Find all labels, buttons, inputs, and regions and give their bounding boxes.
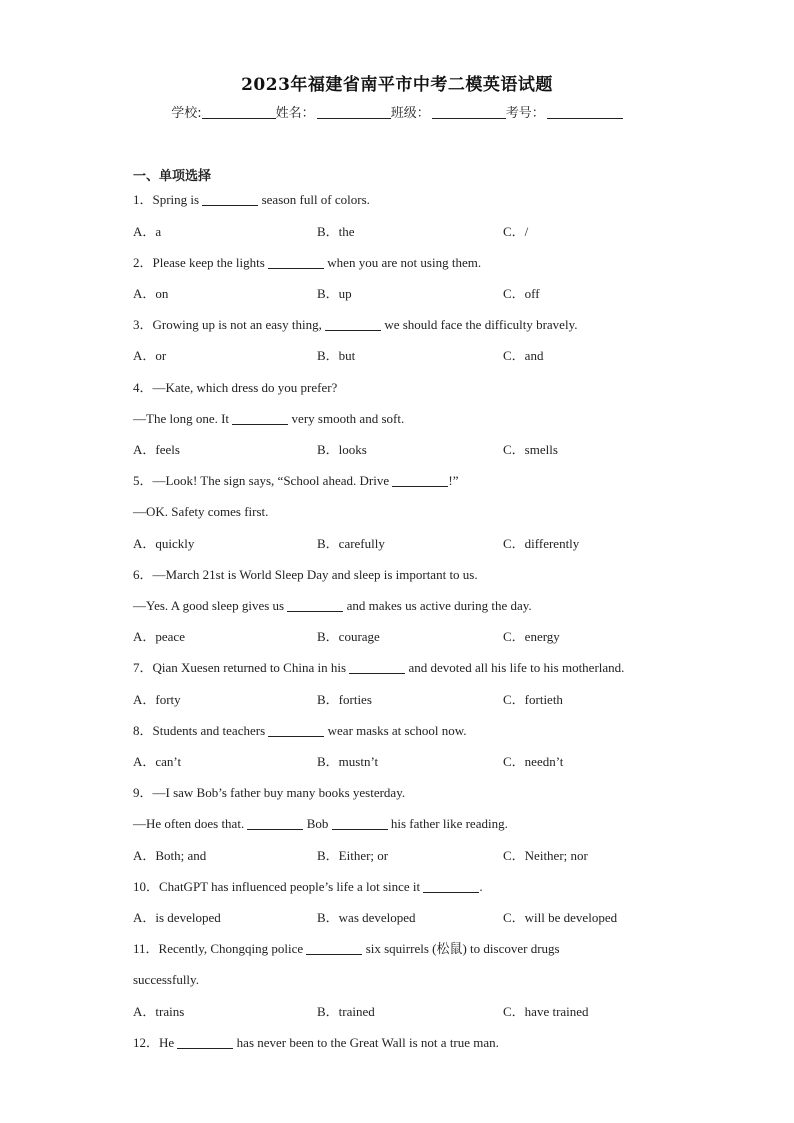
options-2 — [133, 286, 733, 302]
option-a[interactable]: A．a — [133, 224, 162, 239]
question-7 — [133, 660, 624, 676]
question-12 — [133, 1035, 499, 1051]
answer-blank — [247, 817, 303, 830]
answer-blank — [423, 880, 479, 893]
question-text: —The long one. It — [133, 411, 230, 426]
question-text: very smooth and soft. — [291, 411, 405, 426]
question-text: and devoted all his life to his motherland. — [408, 660, 625, 675]
question-text: 2．Please keep the lights — [133, 255, 265, 270]
question-text: . — [479, 879, 483, 894]
option-c[interactable]: C．off — [503, 286, 540, 301]
school-blank[interactable] — [202, 105, 276, 119]
question-text: wear masks at school now. — [327, 723, 467, 738]
question-3 — [133, 317, 577, 333]
question-text: 7．Qian Xuesen returned to China in his — [133, 660, 347, 675]
option-c[interactable]: C．Neither; nor — [503, 848, 588, 863]
question-9: 9．—I saw Bob’s father buy many books yesterday. — [133, 785, 406, 800]
question-text: has never been to the Great Wall is not a true man. — [236, 1035, 499, 1050]
question-11 — [133, 941, 560, 957]
option-a[interactable]: A．can’t — [133, 754, 182, 769]
options-4 — [133, 442, 733, 458]
page-title: 2023年福建省南平市中考二模英语试题 — [241, 75, 553, 95]
option-c[interactable]: C．energy — [503, 629, 560, 644]
question-text: when you are not using them. — [327, 255, 482, 270]
question-6: 6．—March 21st is World Sleep Day and sleep is important to us. — [133, 567, 478, 582]
question-text: and makes us active during the day. — [346, 598, 532, 613]
option-a[interactable]: A．on — [133, 286, 169, 301]
question-text: !” — [448, 473, 459, 488]
question-text: —He often does that. — [133, 816, 245, 831]
question-text: 8．Students and teachers — [133, 723, 266, 738]
answer-blank — [232, 412, 288, 425]
answer-blank — [177, 1036, 233, 1049]
answer-blank — [287, 599, 343, 612]
question-text: —Yes. A good sleep gives us — [133, 598, 285, 613]
option-a[interactable]: A．forty — [133, 692, 181, 707]
option-b[interactable]: B．but — [317, 348, 356, 363]
option-a[interactable]: A．is developed — [133, 910, 221, 925]
options-6 — [133, 629, 733, 645]
option-c[interactable]: C．have trained — [503, 1004, 589, 1019]
question-4: 4．—Kate, which dress do you prefer? — [133, 380, 338, 395]
school-label: 学校: — [171, 106, 202, 121]
question-text: season full of colors. — [261, 192, 370, 207]
option-c[interactable]: C．and — [503, 348, 544, 363]
option-b[interactable]: B．mustn’t — [317, 754, 379, 769]
options-3 — [133, 348, 733, 364]
option-b[interactable]: B．up — [317, 286, 352, 301]
answer-blank — [268, 724, 324, 737]
option-b[interactable]: B．forties — [317, 692, 372, 707]
answer-blank — [325, 318, 381, 331]
question-11-continued: successfully. — [133, 972, 199, 987]
option-a[interactable]: A．quickly — [133, 536, 195, 551]
answer-blank — [332, 817, 388, 830]
question-4-reply — [133, 411, 404, 427]
options-8 — [133, 754, 733, 770]
option-a[interactable]: A．Both; and — [133, 848, 207, 863]
question-5 — [133, 473, 458, 489]
option-b[interactable]: B．was developed — [317, 910, 416, 925]
question-6-reply — [133, 598, 532, 614]
option-a[interactable]: A．feels — [133, 442, 180, 457]
question-text: 11．Recently, Chongqing police — [133, 941, 304, 956]
options-10 — [133, 910, 733, 926]
student-info-row — [0, 102, 794, 121]
question-2 — [133, 255, 481, 271]
option-a[interactable]: A．or — [133, 348, 167, 363]
option-b[interactable]: B．courage — [317, 629, 380, 644]
question-text: 3．Growing up is not an easy thing, — [133, 317, 322, 332]
question-5-reply: —OK. Safety comes first. — [133, 504, 269, 519]
question-10 — [133, 879, 483, 895]
answer-blank — [349, 661, 405, 674]
option-c[interactable]: C．needn’t — [503, 754, 564, 769]
options-11 — [133, 1004, 733, 1020]
question-text: 1．Spring is — [133, 192, 200, 207]
question-text: six squirrels (松鼠) to discover drugs — [365, 941, 560, 956]
number-label: 考号： — [505, 106, 545, 121]
section-title: 一、单项选择 — [133, 169, 212, 184]
class-label: 班级： — [390, 106, 430, 121]
answer-blank — [392, 474, 448, 487]
option-b[interactable]: B．the — [317, 224, 355, 239]
options-1 — [133, 224, 733, 240]
number-blank[interactable] — [547, 105, 623, 119]
question-text: 12．He — [133, 1035, 175, 1050]
options-9 — [133, 848, 733, 864]
options-7 — [133, 692, 733, 708]
option-b[interactable]: B．trained — [317, 1004, 375, 1019]
option-c[interactable]: C．differently — [503, 536, 580, 551]
question-text: his father like reading. — [390, 816, 508, 831]
question-1 — [133, 192, 370, 208]
question-text: 5．—Look! The sign says, “School ahead. Drive — [133, 473, 390, 488]
answer-blank — [306, 942, 362, 955]
option-c[interactable]: C．smells — [503, 442, 558, 457]
question-9-reply — [133, 816, 508, 832]
question-text: 10．ChatGPT has influenced people’s life a lot since it — [133, 879, 421, 894]
option-b[interactable]: B．Either; or — [317, 848, 389, 863]
options-5 — [133, 536, 733, 552]
option-c[interactable]: C．fortieth — [503, 692, 563, 707]
option-c[interactable]: C．/ — [503, 224, 529, 239]
name-label: 姓名： — [275, 106, 315, 121]
class-blank[interactable] — [432, 105, 506, 119]
option-c[interactable]: C．will be developed — [503, 910, 618, 925]
question-text: we should face the difficulty bravely. — [384, 317, 578, 332]
name-blank[interactable] — [317, 105, 391, 119]
answer-blank — [268, 256, 324, 269]
option-b[interactable]: B．looks — [317, 442, 367, 457]
question-text: Bob — [306, 816, 329, 831]
option-b[interactable]: B．carefully — [317, 536, 385, 551]
option-a[interactable]: A．trains — [133, 1004, 185, 1019]
option-a[interactable]: A．peace — [133, 629, 185, 644]
question-8 — [133, 723, 467, 739]
answer-blank — [202, 193, 258, 206]
